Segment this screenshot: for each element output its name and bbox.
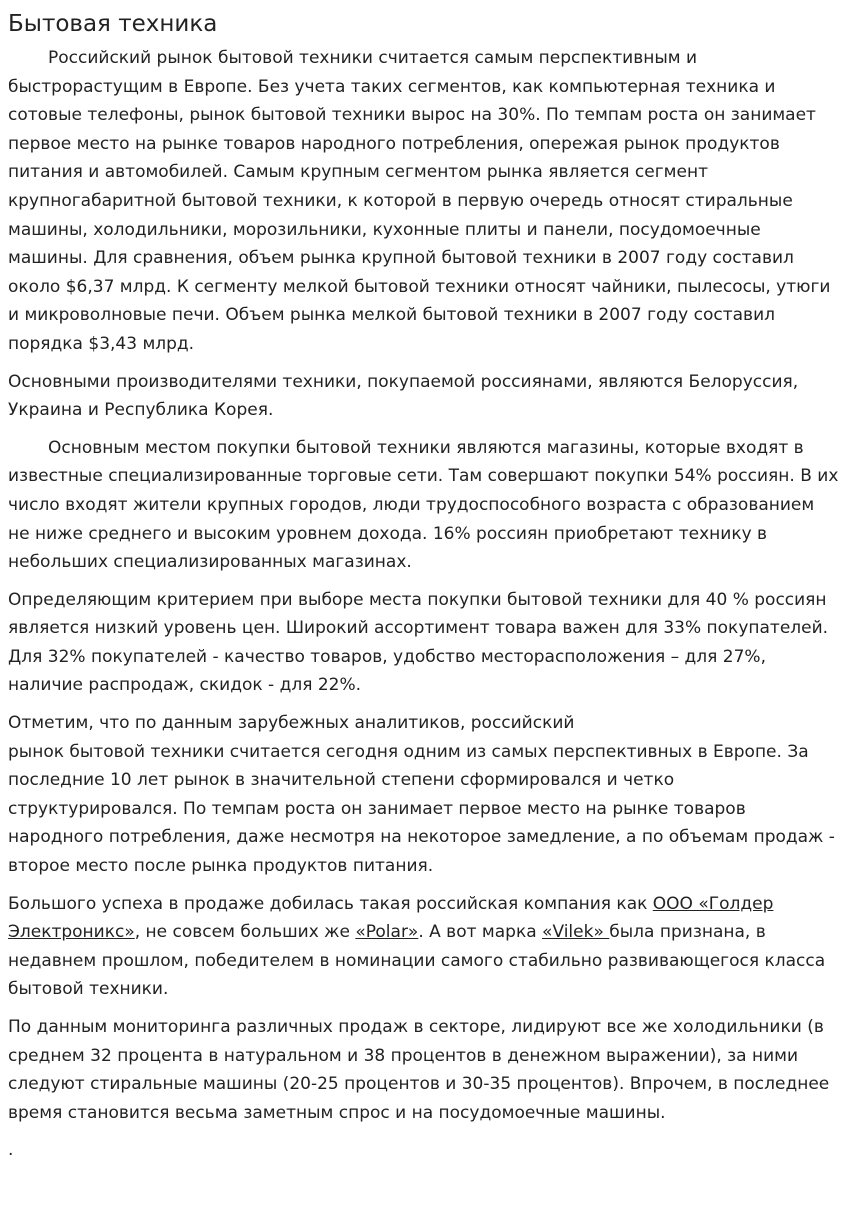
paragraph-purchase-criteria: Определяющим критерием при выборе места покупки бытовой техники для 40 % россиян является низкий уровень цен. Широкий ассортимент товара важен для 33% покупателей. Для 32% покупателей - качество товаров, удобство месторасположения – для 27%, наличие распродаж, скидок - для 22%. (8, 589, 829, 696)
paragraph-analysts-rest: рынок бытовой техники считается сегодня одним из самых перспективных в Европе. За последние 10 лет рынок в значительной степени сформировался и четко структурировался. По темпам роста он занимает первое место на рынке товаров народного потребления, даже несмотря на некоторое замедление, а по объемам продаж - второе место после рынка продуктов питания. (8, 741, 835, 877)
paragraph-purchase-places: Основным местом покупки бытовой техники являются магазины, которые входят в известные специализированные торговые сети. Там совершают покупки 54% россиян. В их число входят жители крупных городов, люди трудоспособного возраста с образованием не ниже среднего и высоким уровнем дохода. 16% россиян приобретают технику в небольших специализированных магазинах. (8, 437, 839, 573)
link-polar[interactable]: «Polar» (355, 922, 419, 943)
paragraph-monitoring: По данным мониторинга различных продаж в секторе, лидируют все же холодильники (в среднем 32 процента в натуральном и 38 процентов в денежном выражении), за ними следуют стиральные машины (20-25 процентов и 30-35 процентов). Впрочем, в последнее время становится весьма заметным спрос и на посудомоечные машины. (8, 1017, 830, 1123)
trailing-dot: . (8, 1140, 14, 1161)
link-vilek[interactable]: «Vilek» (542, 922, 610, 943)
paragraph-analysts (8, 709, 839, 881)
paragraph-manufacturers: Основными производителями техники, покупаемой россиянами, являются Белоруссия, Украина и Республика Корея. (8, 371, 799, 421)
companies-text-1: Большого успеха в продаже добилась такая российская компания как (8, 893, 653, 914)
companies-text-3: . А вот марка (418, 922, 543, 943)
paragraph-analysts-line1: Отметим, что по данным зарубежных аналитиков, российский (8, 713, 575, 734)
paragraph-market-overview: Российский рынок бытовой техники считается самым перспективным и быстрорастущим в Европе. Без учета таких сегментов, как компьютерная техника и сотовые телефоны, рынок бытовой техники вырос на 30%. По темпам роста он занимает первое место на рынке товаров народного потребления, опережая рынок продуктов питания и автомобилей. Самым крупным сегментом рынка является сегмент крупногабаритной бытовой техники, к которой в первую очередь относят стиральные машины, холодильники, морозильники, кухонные плиты и панели, посудомоечные машины. Для сравнения, объем рынка крупной бытовой техники в 2007 году составил около $6,37 млрд. К сегменту мелкой бытовой техники относят чайники, пылесосы, утюги и микроволновые печи. Объем рынка мелкой бытовой техники в 2007 году составил порядка $3,43 млрд. (8, 48, 831, 354)
page-title: Бытовая техника (8, 11, 218, 37)
link-golder-electronics[interactable]: ООО «Голдер Электроникс» (8, 893, 774, 943)
companies-text-4: была признана, в недавнем прошлом, победителем в номинации самого стабильно развивающегося класса бытовой техники. (8, 922, 826, 1000)
companies-text-2: , не совсем больших же (134, 922, 356, 943)
paragraph-companies (8, 890, 839, 1004)
